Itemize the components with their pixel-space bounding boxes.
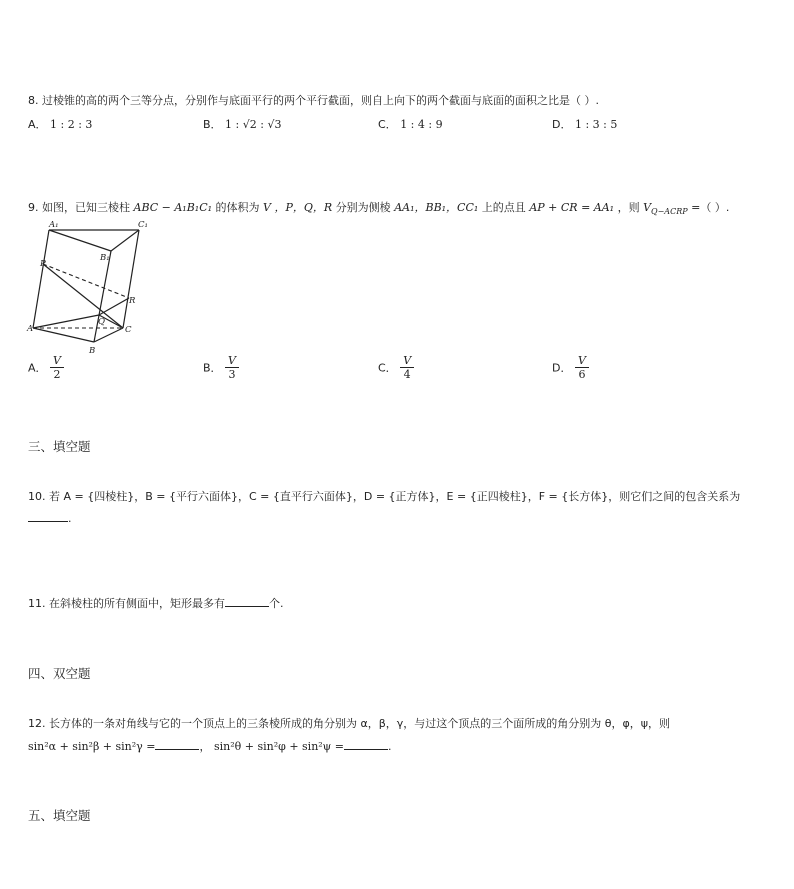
option-letter: D． — [552, 361, 572, 375]
label-r: R — [129, 296, 136, 306]
label-q: Q — [98, 317, 105, 327]
label-a1: A₁ — [49, 220, 59, 230]
q9-text: =（ ）. — [691, 201, 730, 214]
option-letter: B． — [203, 361, 222, 375]
q12-answers — [28, 738, 392, 754]
option-fraction: $\frac{V}{3}$ — [225, 354, 239, 381]
q12-blank-1[interactable] — [155, 739, 199, 750]
q9-text: ，则 — [617, 201, 640, 214]
label-p: P — [40, 259, 46, 269]
q8-option-a[interactable] — [28, 116, 92, 132]
q8-option-d[interactable] — [552, 116, 617, 132]
q12-expr2: sin²θ + sin²φ + sin²ψ = — [213, 740, 345, 753]
q9-prism: ABC − A₁B₁C₁ — [133, 201, 213, 214]
q10-end: . — [68, 512, 72, 525]
q9-text: 分别为侧棱 — [335, 201, 391, 214]
option-letter: D． — [552, 118, 572, 131]
q9-option-d[interactable] — [552, 354, 589, 381]
q12-blank-2[interactable] — [344, 739, 388, 750]
q11-text: 11. 在斜棱柱的所有侧面中，矩形最多有 — [28, 597, 225, 610]
q10-stem: 10. 若 A = {四棱柱}，B = {平行六面体}，C = {直平行六面体}，D = {正方体}，E = {正四棱柱}，F = {长方体}，则它们之间的包含关系为 — [28, 490, 741, 503]
option-fraction: $\frac{V}{4}$ — [400, 354, 414, 381]
q9-target: $V_{Q-ACRP}$ — [643, 201, 688, 217]
option-value: 1 : 4 : 9 — [400, 118, 443, 131]
q11-stem — [28, 595, 284, 611]
label-c: C — [125, 325, 132, 335]
option-letter: A． — [28, 118, 47, 131]
section-heading-4: 四、双空题 — [28, 666, 91, 681]
q11-blank[interactable] — [225, 596, 269, 607]
q9-option-c[interactable] — [378, 354, 414, 381]
q11-text: 个. — [269, 597, 284, 610]
option-letter: B． — [203, 118, 222, 131]
q9-option-a[interactable] — [28, 354, 64, 381]
option-letter: C． — [378, 118, 397, 131]
q8-stem: 8. 过棱锥的高的两个三等分点，分别作与底面平行的两个平行截面，则自上向下的两个截面与底面的面积之比是（ ）. — [28, 94, 599, 107]
option-fraction: $\frac{V}{2}$ — [50, 354, 64, 381]
q10-answer-line — [28, 511, 72, 525]
q9-text: 的体积为 — [215, 201, 260, 214]
q8-option-c[interactable] — [378, 116, 443, 132]
q9-text: 9. 如图，已知三棱柱 — [28, 201, 130, 214]
section-heading-3: 三、填空题 — [28, 439, 91, 454]
q12-expr1: sin²α + sin²β + sin²γ = — [28, 740, 156, 753]
label-b1: B₁ — [100, 253, 110, 263]
q9-volume: V — [263, 201, 271, 214]
option-letter: C． — [378, 361, 397, 375]
prism-figure — [26, 216, 156, 356]
label-a: A — [27, 324, 34, 334]
q9-condition: AP + CR = AA₁ — [529, 201, 615, 214]
q12-stem: 12. 长方体的一条对角线与它的一个顶点上的三条棱所成的角分别为 α，β，γ，与过这个顶点的三个面所成的角分别为 θ，φ，ψ，则 — [28, 717, 671, 730]
q9-points: ，P，Q，R — [274, 201, 333, 214]
q12-sep: ， — [199, 740, 211, 753]
option-value: 1 : √2 : √3 — [225, 118, 282, 131]
q9-stem — [28, 199, 729, 216]
option-letter: A． — [28, 361, 47, 375]
q10-blank[interactable] — [28, 511, 68, 522]
option-value: 1 : 3 : 5 — [574, 118, 618, 131]
option-fraction: $\frac{V}{6}$ — [575, 354, 589, 381]
label-c1: C₁ — [138, 220, 148, 230]
q9-option-b[interactable] — [203, 354, 239, 381]
q9-text: 上的点且 — [481, 201, 526, 214]
q8-option-b[interactable] — [203, 116, 281, 132]
q9-edges: AA₁，BB₁，CC₁ — [394, 201, 479, 214]
q12-end: . — [388, 740, 392, 753]
label-b: B — [89, 346, 96, 356]
section-heading-5: 五、填空题 — [28, 808, 91, 823]
option-value: 1 : 2 : 3 — [50, 118, 93, 131]
